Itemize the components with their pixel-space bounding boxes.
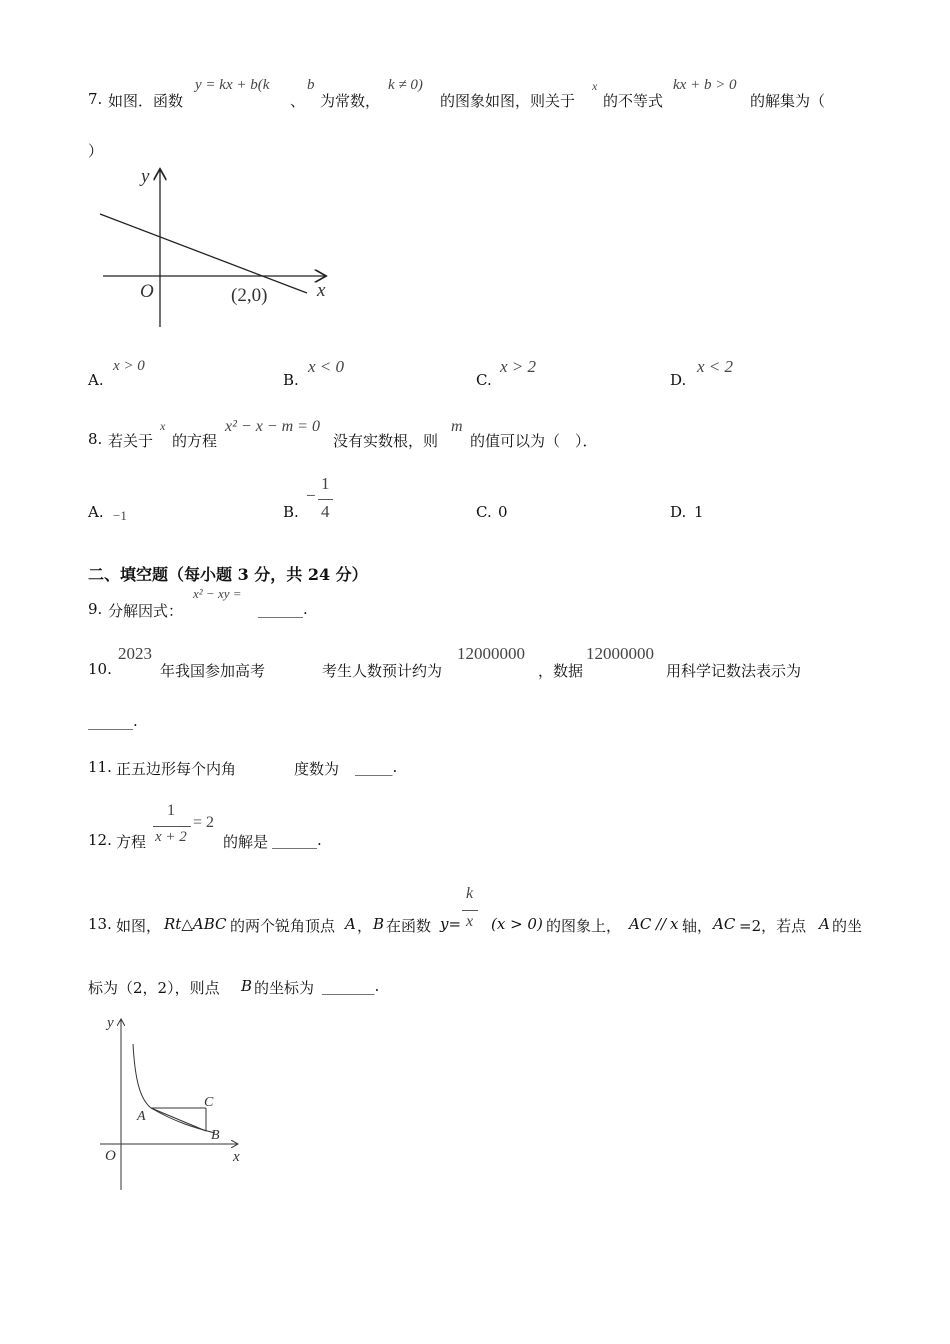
q13-number: 13. (88, 915, 112, 933)
q10-number: 10. (88, 660, 112, 678)
q7-option-c-value: x > 2 (500, 357, 537, 376)
q12-fraction-numerator: 1 (167, 802, 175, 819)
q7-math-b: b (307, 77, 315, 93)
q7-option-d-label: D. (670, 371, 687, 389)
q8-option-b-label: B. (283, 503, 299, 521)
q9-text-1: 分解因式： (108, 602, 184, 620)
q8-text-1: 若关于 (108, 432, 154, 450)
q8-math-x: x (160, 419, 166, 433)
q7-text-3: 为常数， (320, 92, 381, 110)
q7-graph (95, 162, 345, 334)
q10-text-4: 用科学记数法表示为 (666, 662, 802, 680)
q12-answer-blank: ______. (272, 831, 322, 849)
q13-graph-point-c: C (204, 1095, 214, 1110)
q10-math-number-1: 12000000 (457, 644, 525, 663)
q7-text-4: 的图象如图，则关于 (440, 92, 576, 110)
q13-text-9: 的坐 (832, 917, 863, 935)
q7-graph-origin: O (140, 281, 154, 302)
q7-option-c-label: C. (476, 371, 492, 389)
q13-line2-math-b: B (241, 977, 253, 995)
q8-option-d-label: D. (670, 503, 687, 521)
q12-fraction-denominator: x + 2 (155, 829, 187, 845)
q11-text-2: 度数为 (294, 760, 340, 778)
q13-math-x: x (670, 915, 679, 933)
q8-option-b-minus: − (306, 486, 316, 505)
q11-text-1: 正五边形每个内角 (116, 760, 237, 778)
q7-graph-point-label: (2,0) (231, 285, 268, 306)
q8-option-b-denominator: 4 (321, 502, 330, 521)
q9-math-expression: x² − xy = (193, 586, 242, 601)
section-2-title: 二、填空题（每小题 3 分，共 24 分） (88, 565, 368, 584)
q7-math-k-nonzero: k ≠ 0) (388, 77, 423, 93)
q10-math-year: 2023 (118, 644, 152, 663)
q7-option-a-label: A. (88, 371, 104, 389)
q12-fraction-bar (153, 826, 191, 827)
q12-number: 12. (88, 831, 112, 849)
q7-close-paren: ） (88, 142, 104, 160)
q13-text-3: ， (357, 917, 373, 935)
q8-option-c-value: 0 (498, 503, 508, 521)
q8-number: 8. (88, 430, 103, 448)
q10-math-number-2: 12000000 (586, 644, 654, 663)
q7-number: 7. (88, 90, 103, 108)
q13-math-a: A (345, 915, 356, 933)
q10-text-1: 年我国参加高考 (160, 662, 266, 680)
q13-math-rt-triangle: Rt△ABC (164, 915, 227, 933)
q7-text-2: 、 (290, 92, 306, 110)
q13-graph-point-a: A (137, 1109, 146, 1124)
q13-graph (95, 1010, 255, 1195)
q13-text-5: 的图象上， (546, 917, 622, 935)
q7-graph-x-label: x (317, 280, 326, 301)
q13-graph-origin: O (105, 1148, 116, 1164)
q8-option-d-value: 1 (694, 503, 704, 521)
q13-math-b: B (373, 915, 385, 933)
q13-fraction-numerator: k (466, 885, 474, 902)
q7-option-a-value: x > 0 (113, 358, 145, 374)
q8-option-a-value: −1 (113, 508, 127, 523)
q7-option-d-value: x < 2 (697, 357, 734, 376)
q13-math-a-2: A (819, 915, 830, 933)
q13-text-1: 如图， (116, 917, 162, 935)
q7-text-6: 的解集为（ (750, 92, 826, 110)
q13-graph-x-label: x (233, 1149, 240, 1165)
q13-line2-text-1: 标为（2，2），则点 (88, 979, 220, 997)
q7-text-1: 如图．函数 (108, 92, 184, 110)
q8-math-equation: x² − x − m = 0 (225, 418, 320, 435)
q10-text-2: 考生人数预计约为 (322, 662, 443, 680)
q8-text-3: 没有实数根，则 (333, 432, 439, 450)
q8-option-c-label: C. (476, 503, 492, 521)
q11-number: 11. (88, 758, 112, 776)
q7-graph-y-label: y (141, 166, 150, 187)
q9-number: 9. (88, 600, 103, 618)
q7-function-line (100, 214, 307, 293)
q7-math-function: y = kx + b(k (195, 77, 270, 93)
q8-option-b-fraction-bar (318, 499, 333, 500)
q13-math-ac-2: AC (713, 915, 736, 933)
q13-segment-ab (151, 1108, 206, 1131)
q12-text-2: 的解是 (223, 833, 269, 851)
q13-math-y: y= (440, 915, 462, 933)
q13-text-4: 在函数 (386, 917, 432, 935)
q7-math-x: x (592, 79, 598, 93)
q8-math-m: m (451, 418, 463, 435)
q7-math-inequality: kx + b > 0 (673, 77, 737, 93)
q13-math-ac: AC (629, 915, 652, 933)
q13-line2-text-2: 的坐标为 (254, 979, 315, 997)
q13-math-condition: (x > 0) (491, 915, 543, 933)
q7-option-b-value: x < 0 (308, 357, 345, 376)
q8-text-4: 的值可以为（ ）． (470, 432, 598, 450)
q13-text-2: 的两个锐角顶点 (230, 917, 336, 935)
q13-answer-blank: _______. (322, 977, 380, 995)
q13-fraction-bar (462, 910, 478, 911)
q13-graph-point-b: B (211, 1128, 220, 1143)
q8-text-2: 的方程 (172, 432, 218, 450)
q7-text-5: 的不等式 (603, 92, 664, 110)
q9-answer-blank: ______. (258, 600, 308, 618)
q13-parallel-symbol: // (656, 915, 667, 933)
q8-option-a-label: A. (88, 503, 104, 521)
q10-answer-blank: ______. (88, 712, 138, 730)
q13-text-8: =2，若点 (739, 917, 807, 935)
q12-text-1: 方程 (116, 833, 147, 851)
q11-answer-blank: _____. (355, 758, 398, 776)
q13-graph-y-label: y (107, 1015, 114, 1031)
q8-option-b-numerator: 1 (321, 474, 330, 493)
q10-text-3: ，数据 (538, 662, 584, 680)
q13-text-7: 轴， (682, 917, 713, 935)
q12-equation-rhs: = 2 (193, 814, 215, 831)
q13-fraction-denominator: x (466, 913, 474, 930)
q7-option-b-label: B. (283, 371, 299, 389)
